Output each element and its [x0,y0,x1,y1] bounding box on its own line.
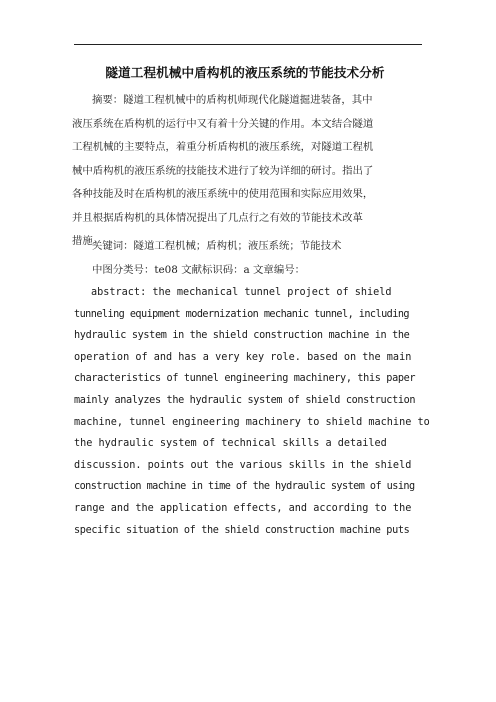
classification-line: 中图分类号：te08 文献标识码：a 文章编号： [92,263,305,276]
english-abstract-line: machine, tunnel engineering machinery to shield machine to [74,416,430,428]
abstract-line: 并且根据盾构机的具体情况提出了几点行之有效的节能技术改革 [72,211,363,224]
abstract-line: 措施。 [72,235,104,247]
abstract-line: 液压系统在盾构机的运行中又有着十分关键的作用。本文结合隧道 [72,117,374,130]
abstract-line: 工程机械的主要特点，着重分析盾构机的液压系统，对隧道工程机 [72,141,374,153]
abstract-line: 摘要：隧道工程机械中的盾构机师现代化隧道掘进装备，其中 [92,94,373,106]
english-abstract-line: the hydraulic system of technical skills a detailed [74,438,387,450]
header-rule [74,44,422,45]
english-abstract-line: construction machine in time of the hydraulic system of using [74,481,415,493]
chinese-abstract [72,89,430,254]
english-abstract-line: discussion. points out the various skills in the shield [74,459,412,471]
keywords [72,235,430,259]
abstract-line: 械中盾构机的液压系统的技能技术进行了较为详细的研讨。指出了 [72,164,374,177]
english-abstract-line: abstract: the mechanical tunnel project of shield [91,287,392,298]
english-abstract [74,282,428,541]
keywords-line: 关键词：隧道工程机械；盾构机；液压系统；节能技术 [92,240,342,252]
abstract-line: 各种技能及时在盾构机的液压系统中的使用范围和实际应用效果， [72,188,374,200]
classification-info [72,259,430,283]
english-abstract-line: mainly analyzes the hydraulic system of shield construction [74,394,416,406]
english-abstract-line: tunneling equipment modernization mechanic tunnel, including [74,308,410,320]
english-abstract-line: hydraulic system in the shield construction machine in the [74,330,410,342]
english-abstract-line: range and the application effects, and according to the [74,502,412,514]
english-abstract-line: characteristics of tunnel engineering machinery, this paper [74,373,416,385]
english-abstract-line: operation of and has a very key role. based on the main [74,351,412,363]
english-abstract-line: specific situation of the shield construction machine puts [74,524,410,536]
document-title: 隧道工程机械中盾构机的液压系统的节能技术分析 [105,65,385,80]
